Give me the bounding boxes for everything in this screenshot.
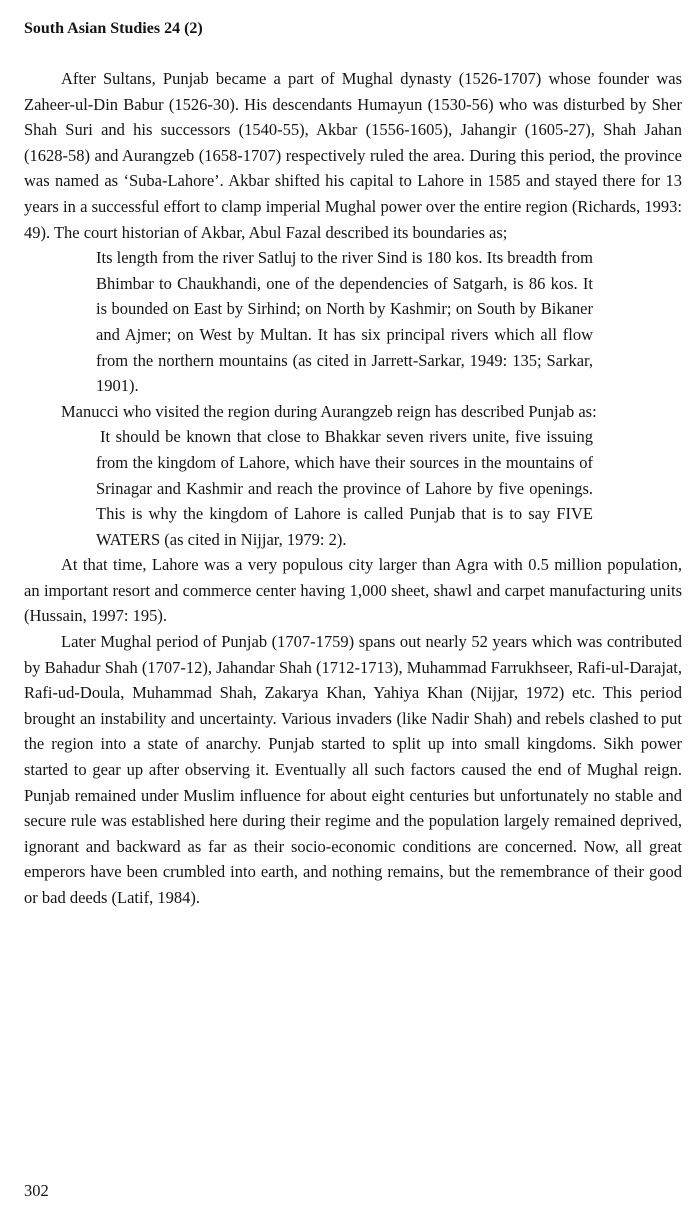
paragraph-manucci: Manucci who visited the region during Aurangzeb reign has described Punjab as:: [61, 401, 597, 421]
block-quote-abul-fazal: Its length from the river Satluj to the river Sind is 180 kos. Its breadth from Bhimbar to Chaukhandi, one of the dependencies of Satgarh, is 86 kos. It is bounded on East by Sirhind; on North by Kashmir; on South by Bikaner and Ajmer; on West by Multan. It has six principal rivers which all flow from the northern mountains (as cited in Jarrett-Sarkar, 1949: 135; Sarkar, 1901).: [96, 248, 593, 396]
running-header: South Asian Studies 24 (2): [24, 20, 203, 37]
page-number: 302: [24, 1181, 49, 1200]
paragraph-lahore-population: At that time, Lahore was a very populous city larger than Agra with 0.5 million population, an important resort and commerce center having 1,000 sheet, shawl and carpet manufacturing units (Hussain, 1997: 195).: [24, 555, 682, 626]
paragraph-mughal-dynasty: After Sultans, Punjab became a part of Mughal dynasty (1526-1707) whose founder was Zaheer-ul-Din Babur (1526-30). His descendants Humayun (1530-56) who was disturbed by Sher Shah Suri and his successors (1540-55), Akbar (1556-1605), Jahangir (1605-27), Shah Jahan (1628-58) and Aurangzeb (1658-1707) respectively ruled the area. During this period, the province was named as ‘Suba-Lahore’. Akbar shifted his capital to Lahore in 1585 and stayed there for 13 years in a successful effort to clamp imperial Mughal power over the entire region (Richards, 1993: 49). The court historian of Akbar, Abul Fazal described its boundaries as;: [24, 69, 682, 242]
paragraph-later-mughal-period: Later Mughal period of Punjab (1707-1759) spans out nearly 52 years which was contributed by Bahadur Shah (1707-12), Jahandar Shah (1712-1713), Muhammad Farrukhseer, Rafi-ul-Darajat, Rafi-ud-Doula, Muhammad Shah, Zakarya Khan, Yahiya Khan (Nijjar, 1972) etc. This period brought an instability and uncertainty. Various invaders (like Nadir Shah) and rebels clashed to put the region into a state of anarchy. Punjab started to split up into small kingdoms. Sikh power started to gear up after observing it. Eventually all such factors caused the end of Mughal reign. Punjab remained under Muslim influence for about eight centuries but unfortunately no stable and secure rule was established here during their regime and the population largely remained deprived, ignorant and backward as far as their socio-economic conditions are concerned. Now, all great emperors have been crumbled into earth, and nothing remains, but the remembrance of their good or bad deeds (Latif, 1984).: [24, 632, 682, 907]
block-quote-manucci: It should be known that close to Bhakkar seven rivers unite, five issuing from the kingdom of Lahore, which have their sources in the mountains of Srinagar and Kashmir and reach the province of Lahore by five openings. This is why the kingdom of Lahore is called Punjab that is to say FIVE WATERS (as cited in Nijjar, 1979: 2).: [96, 427, 593, 549]
page-body: [24, 18, 682, 911]
